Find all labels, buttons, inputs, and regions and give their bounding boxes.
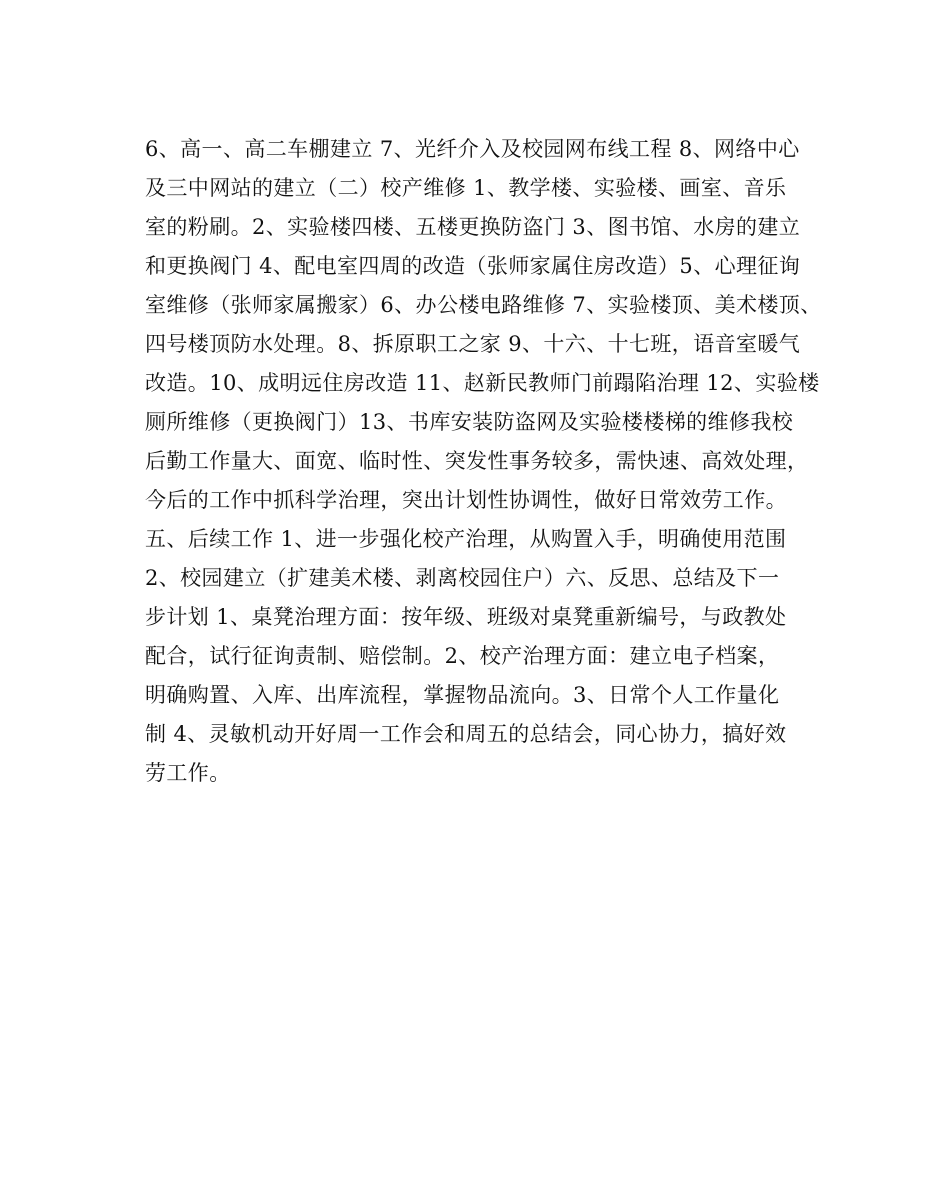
text-line: 改造。10、成明远住房改造 11、赵新民教师门前蹋陷治理 12、实验楼 xyxy=(145,371,820,395)
text-line: 2、校园建立（扩建美术楼、剥离校园住户）六、反思、总结及下一 xyxy=(145,566,780,590)
text-line: 明确购置、入库、出库流程，掌握物品流向。3、日常个人工作量化 xyxy=(145,683,780,707)
text-line: 制 4、灵敏机动开好周一工作会和周五的总结会，同心协力，搞好效 xyxy=(145,722,787,746)
text-line: 五、后续工作 1、进一步强化校产治理，从购置入手，明确使用范围 xyxy=(145,527,787,551)
text-line: 及三中网站的建立（二）校产维修 1、教学楼、实验楼、画室、音乐 xyxy=(145,176,787,200)
text-line: 后勤工作量大、面宽、临时性、突发性事务较多，需快速、高效处理， xyxy=(145,449,809,473)
text-line: 6、高一、高二车棚建立 7、光纤介入及校园网布线工程 8、网络中心 xyxy=(145,137,800,161)
text-line: 四号楼顶防水处理。8、拆原职工之家 9、十六、十七班，语音室暖气 xyxy=(145,332,801,356)
text-line: 配合，试行征询责制、赔偿制。2、校产治理方面：建立电子档案， xyxy=(145,644,780,668)
text-line: 室维修（张师家属搬家）6、办公楼电路维修 7、实验楼顶、美术楼顶、 xyxy=(145,293,822,317)
text-line: 劳工作。 xyxy=(145,761,231,785)
text-line: 厕所维修（更换阀门）13、书库安装防盗网及实验楼楼梯的维修我校 xyxy=(145,410,794,434)
body-text xyxy=(145,130,825,793)
text-line: 步计划 1、桌凳治理方面：按年级、班级对桌凳重新编号，与政教处 xyxy=(145,605,787,629)
text-line: 和更换阀门 4、配电室四周的改造（张师家属住房改造）5、心理征询 xyxy=(145,254,801,278)
text-line: 室的粉刷。2、实验楼四楼、五楼更换防盗门 3、图书馆、水房的建立 xyxy=(145,215,801,239)
text-line: 今后的工作中抓科学治理，突出计划性协调性，做好日常效劳工作。 xyxy=(145,488,787,512)
